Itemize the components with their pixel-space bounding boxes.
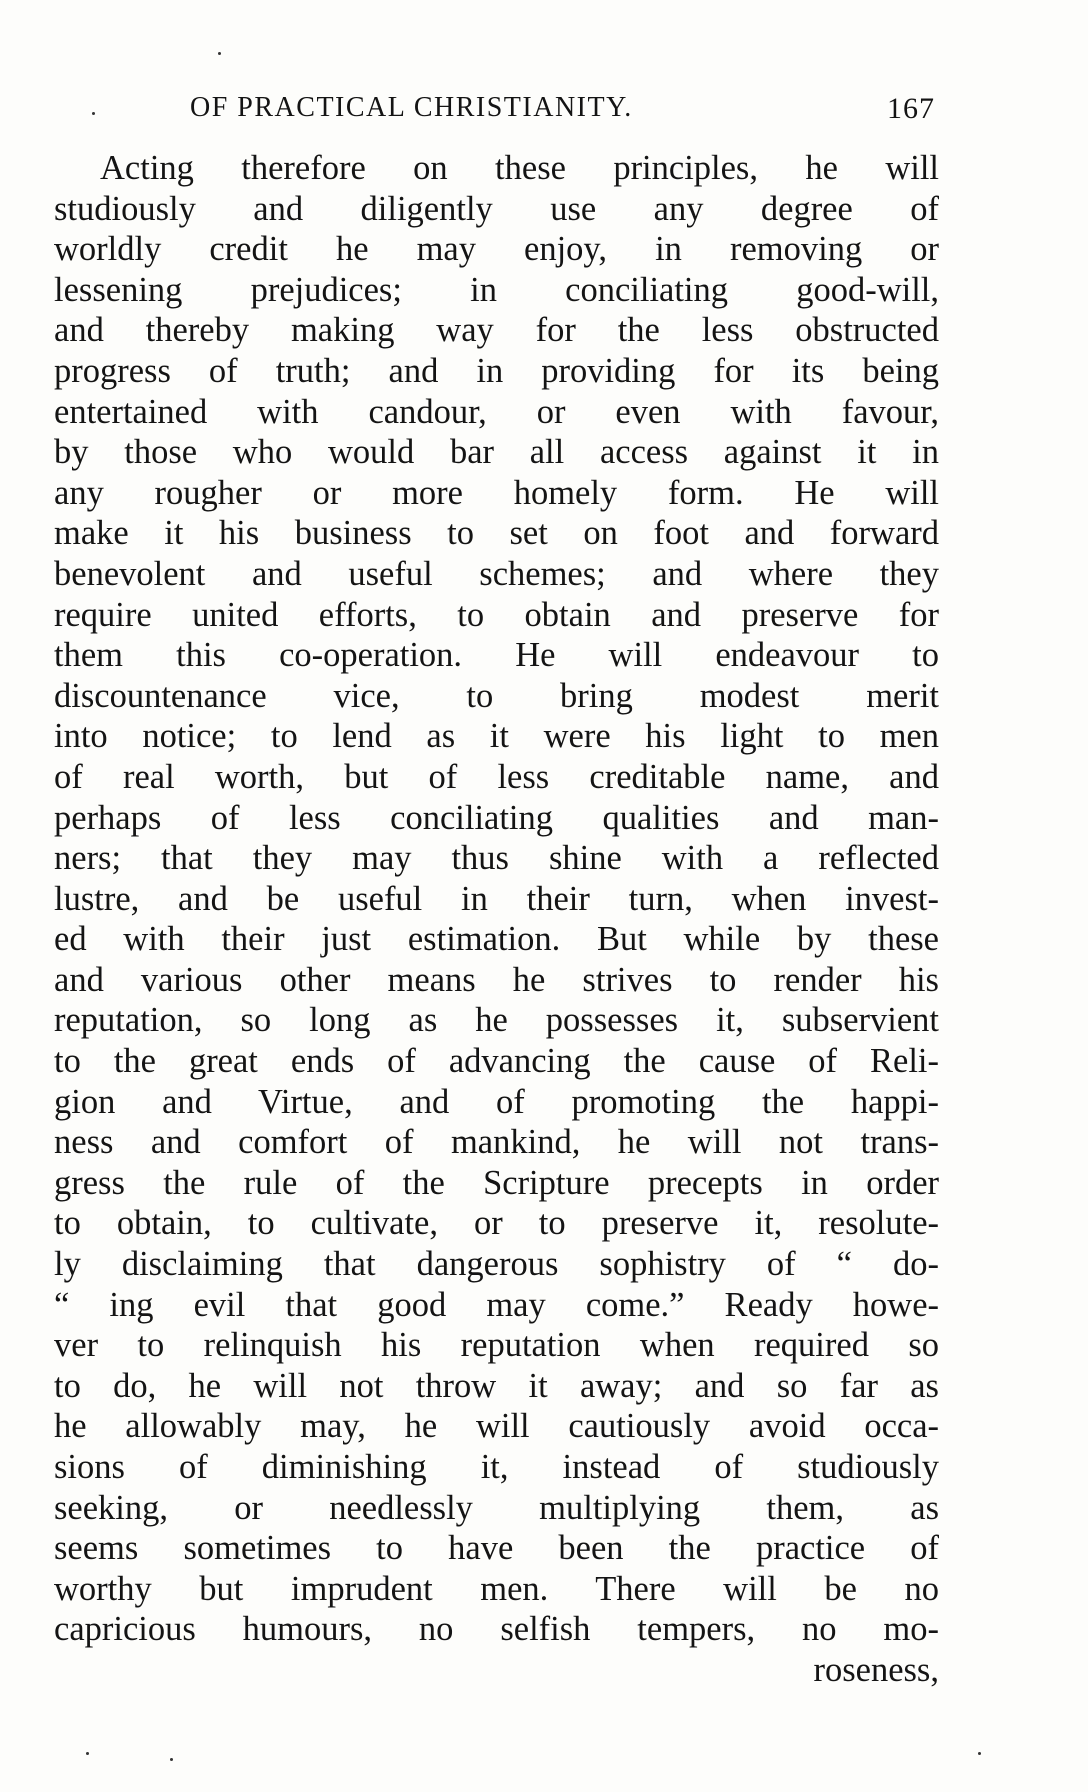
- text-line: by those who would bar all access against it in: [54, 433, 939, 472]
- print-speck: [218, 52, 221, 55]
- text-line: ners; that they may thus shine with a reflected: [54, 839, 939, 878]
- text-line: worldly credit he may enjoy, in removing or: [54, 230, 939, 269]
- text-line: worthy but imprudent men. There will be no: [54, 1569, 939, 1608]
- text-line: entertained with candour, or even with favour,: [54, 392, 939, 431]
- text-line: perhaps of less conciliating qualities and man-: [54, 798, 939, 837]
- text-line: gress the rule of the Scripture precepts in order: [54, 1163, 939, 1202]
- text-line: of real worth, but of less creditable name, and: [54, 757, 939, 796]
- text-line: progress of truth; and in providing for its being: [54, 351, 939, 390]
- page-number: 167: [887, 92, 935, 125]
- print-speck: [92, 112, 95, 115]
- text-line: ness and comfort of mankind, he will not trans-: [54, 1123, 939, 1162]
- body-text: [54, 148, 939, 1691]
- text-line: require united efforts, to obtain and preserve for: [54, 595, 939, 634]
- text-line: them this co-operation. He will endeavour to: [54, 636, 939, 675]
- text-line: discountenance vice, to bring modest merit: [54, 676, 939, 715]
- text-line: and various other means he strives to render his: [54, 960, 939, 999]
- text-line: studiously and diligently use any degree of: [54, 189, 939, 228]
- text-line: sions of diminishing it, instead of studiously: [54, 1448, 939, 1486]
- text-line: lustre, and be useful in their turn, when invest-: [54, 879, 939, 918]
- text-line: to obtain, to cultivate, or to preserve it, resolute-: [54, 1204, 939, 1243]
- text-line: ed with their just estimation. But while by these: [54, 920, 939, 959]
- running-title: OF PRACTICAL CHRISTIANITY.: [190, 92, 633, 123]
- text-line: reputation, so long as he possesses it, subservient: [54, 1001, 939, 1040]
- text-line: gion and Virtue, and of promoting the happi-: [54, 1082, 939, 1121]
- text-line: into notice; to lend as it were his light to men: [54, 717, 939, 756]
- text-line: and thereby making way for the less obstructed: [54, 311, 939, 350]
- text-line: any rougher or more homely form. He will: [54, 473, 939, 512]
- print-speck: [978, 1752, 981, 1755]
- print-speck: [170, 1758, 173, 1761]
- text-line: “ ing evil that good may come.” Ready howe-: [54, 1285, 939, 1324]
- text-line: benevolent and useful schemes; and where they: [54, 554, 939, 593]
- text-line: to do, he will not throw it away; and so far as: [54, 1366, 939, 1405]
- text-line: ly disclaiming that dangerous sophistry of “ do-: [54, 1245, 939, 1284]
- text-line: make it his business to set on foot and forward: [54, 514, 939, 553]
- print-speck: [86, 1752, 89, 1755]
- text-line: ver to relinquish his reputation when required so: [54, 1326, 939, 1365]
- text-line: Acting therefore on these principles, he will: [100, 149, 939, 187]
- running-head: [190, 92, 935, 132]
- text-line: to the great ends of advancing the cause of Reli-: [54, 1042, 939, 1081]
- text-line: lessening prejudices; in conciliating good-will,: [54, 270, 939, 309]
- text-line: he allowably may, he will cautiously avoid occa-: [54, 1407, 939, 1446]
- text-line: seems sometimes to have been the practice of: [54, 1529, 939, 1568]
- text-line: capricious humours, no selfish tempers, no mo-: [54, 1610, 939, 1649]
- text-line: seeking, or needlessly multiplying them, as: [54, 1488, 939, 1527]
- catchword: roseness,: [813, 1650, 939, 1689]
